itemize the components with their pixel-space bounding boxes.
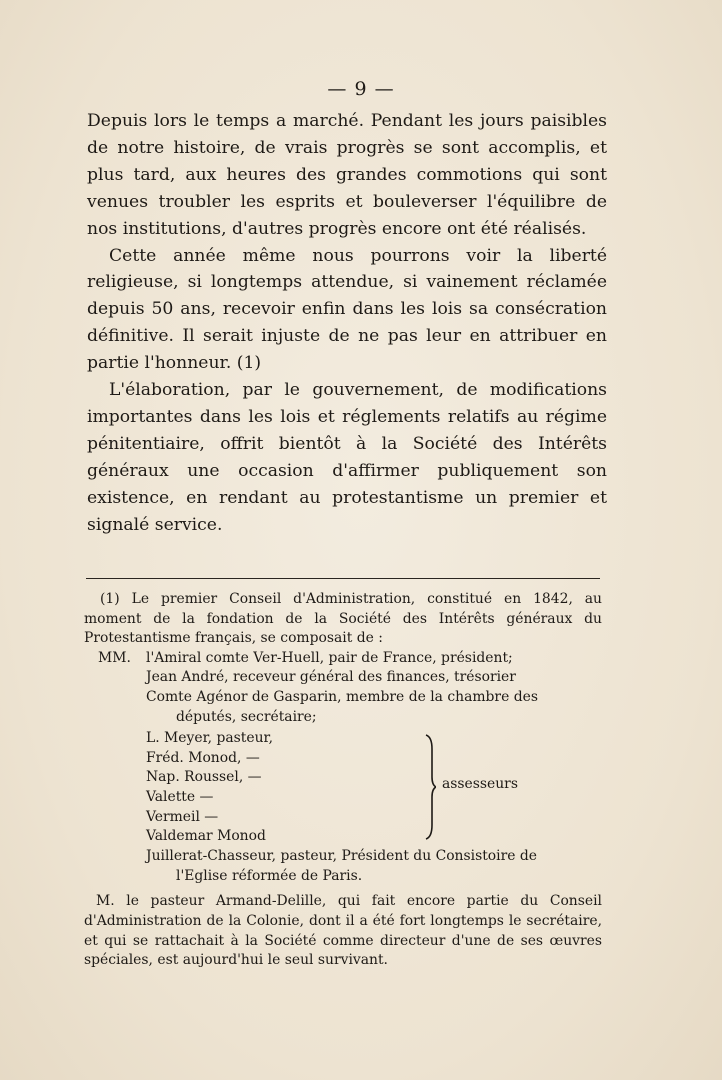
member-line: l'Amiral comte Ver-Huell, pair de France, président; xyxy=(146,649,513,666)
assessor-name: Valette — xyxy=(146,788,214,805)
assessor-name: Valdemar Monod xyxy=(146,828,266,845)
footnote-closing: M. le pasteur Armand-Delille, qui fait encore partie du Conseil d'Administration de la Colonie, dont il a été fort longtemps le secrétaire, et qui se rattachait à la Société comme directeur d'une de ses œuvres spéciales, est aujourd'hui le seul survivant. xyxy=(84,893,602,969)
assessor-name: Fréd. Monod, — xyxy=(146,749,260,766)
paragraph: Cette année même nous pourrons voir la liberté religieuse, si longtemps attendue, si vainement réclamée depuis 50 ans, recevoir enfin dans les lois sa consécration définitive. Il serait injuste de ne pas leur en attribuer en partie l'honneur. (1) xyxy=(87,245,607,374)
footnote-separator xyxy=(86,578,600,579)
member-line: députés, secrétaire; xyxy=(176,708,317,725)
footnote xyxy=(84,590,602,971)
paragraph: L'élaboration, par le gouvernement, de modifications importantes dans les lois et réglements relatifs au régime pénitentiaire, offrit bientôt à la Société des Intérêts généraux une occasion d'affirmer publiquement son existence, en rendant au protestantisme un premier et signalé service. xyxy=(87,380,607,535)
assessor-name: L. Meyer, pasteur, xyxy=(146,730,274,747)
assessors-label: assesseurs xyxy=(442,776,518,793)
member-line: Juillerat-Chasseur, pasteur, Président du Consistoire de xyxy=(146,848,537,865)
page-number: — 9 — xyxy=(327,78,395,100)
member-line: l'Eglise réformée de Paris. xyxy=(176,867,363,884)
assessor-name: Vermeil — xyxy=(146,808,219,825)
assessors-group xyxy=(84,729,602,847)
mm-label: MM. xyxy=(98,649,131,666)
council-members xyxy=(84,649,602,727)
member-line: Jean André, receveur général des finances, trésorier xyxy=(146,669,516,686)
main-text xyxy=(87,108,607,539)
paragraph: Depuis lors le temps a marché. Pendant les jours paisibles de notre histoire, de vrais progrès se sont accomplis, et plus tard, aux heures des grandes commotions qui sont venues troubler les esprits et bouleverser l'équilibre de nos institutions, d'autres progrès encore ont été réalisés. xyxy=(87,111,607,239)
brace-icon xyxy=(424,733,436,841)
member-line: Comte Agénor de Gasparin, membre de la chambre des xyxy=(146,688,538,705)
footnote-intro: (1) Le premier Conseil d'Administration, constitué en 1842, au moment de la fondation de la Société des Intérêts généraux du Protestantisme français, se composait de : xyxy=(84,591,602,647)
assessor-name: Nap. Roussel, — xyxy=(146,769,262,786)
